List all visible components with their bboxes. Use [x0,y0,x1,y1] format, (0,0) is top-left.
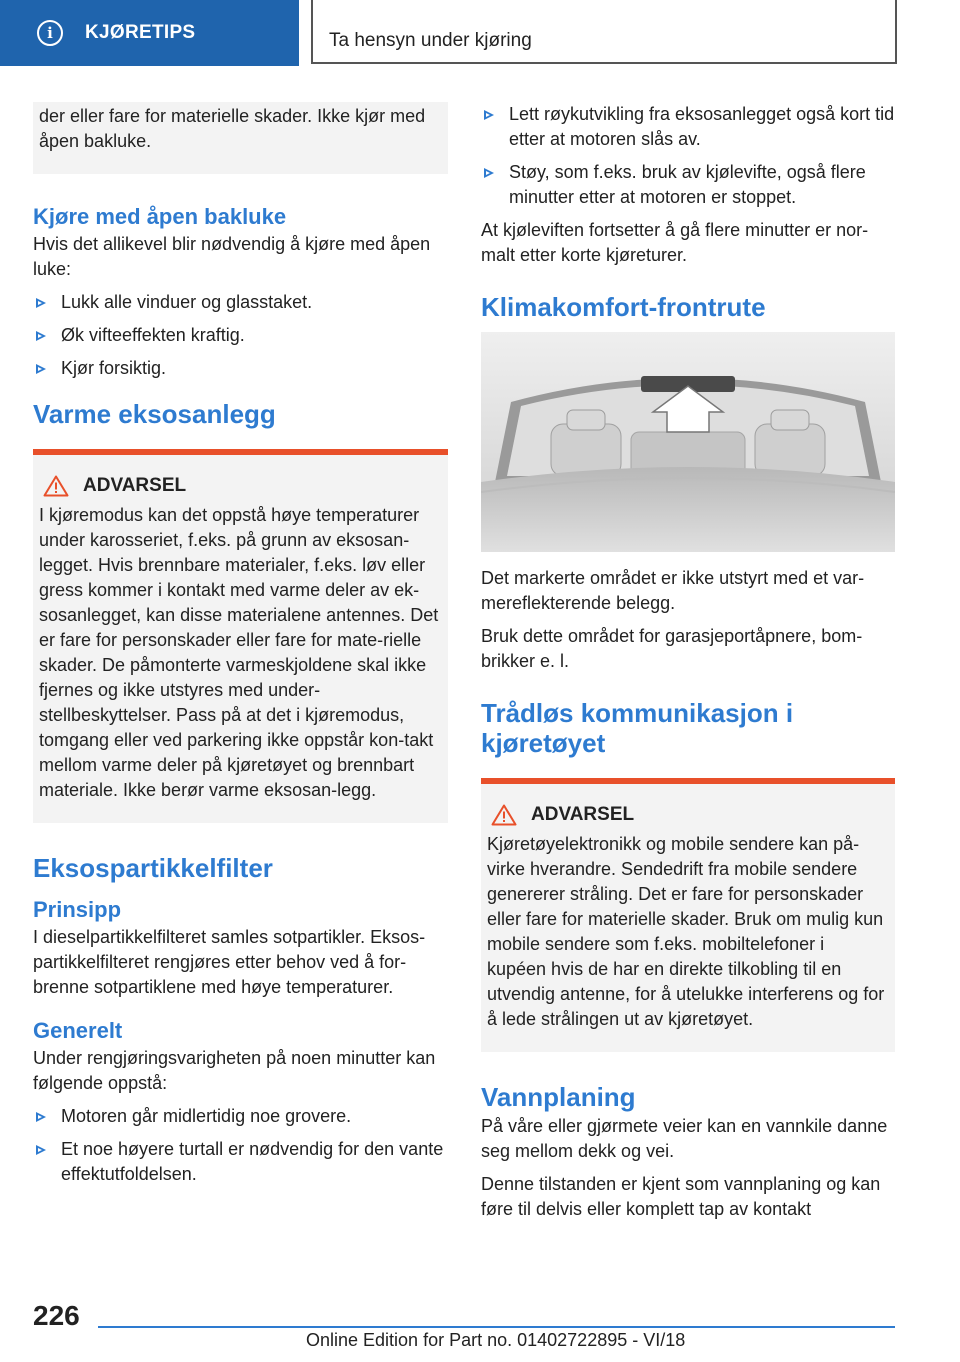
header-title-box [311,0,897,64]
list-item: Øk vifteeffekten kraftig. [33,323,448,348]
triangle-bullet-icon [36,1112,46,1122]
page-header [0,0,960,66]
general-list [33,1104,448,1187]
principle-text: I dieselpartikkelfilteret samles sotpartikler. Eksos-partikkelfilteret rengjøres etter behov ved å for-brenne sotpartiklene med høye temperaturer. [33,927,426,997]
warning-text: I kjøremodus kan det oppstå høye temperaturer under karosseriet, f.eks. på grunn av eksosan-legget. Hvis brennbare materialer, f.eks. løv eller gress kommer i kontakt med varme deler av ek-sosanlegget, kan disse materialene antennes. Det er fare for personskader eller fare for mate-rielle skader. De påmonterte varmeskjoldene skal ikke fjernes og ikke utstyres med under-stellbeskyttelser. Pass på at det i kjøremodus, tomgang eller ved parkering ikke oppstår kon-takt mellom varme deler på kjøretøyet og brennbart materiale. Ikke berør varme eksosan-legg. [39,505,439,800]
left-column [33,102,448,1195]
section-tab [0,0,299,66]
list-item: Kjør forsiktig. [33,356,448,381]
warning-text: Kjøretøyelektronikk og mobile sendere kan på-virke hverandre. Sendedrift fra mobile sendere genererer stråling. Det er fare for personskader eller fare for materielle skader. Bruk om mulig kun mobile sendere som f.eks. mobiltelefoner i kupéen hvis de har en direkte tilkobling til en utvendig antenne, for å utelukke interferens og for å lede strålingen ut av kjøretøyet. [487,834,885,1029]
windshield-caption-2: Bruk dette området for garasjeportåpnere, bom-brikker e. l. [481,626,863,671]
triangle-bullet-icon [484,110,494,120]
general-intro: Under rengjøringsvarigheten på noen minutter kan følgende oppstå: [33,1048,436,1093]
warning-box-exhaust [33,449,448,823]
section-label: KJØRETIPS [85,22,196,43]
heading-general: Generelt [33,1018,123,1043]
list-item: Lukk alle vinduer og glasstaket. [33,290,448,315]
triangle-bullet-icon [484,168,494,178]
warning-title: ADVARSEL [531,804,635,825]
continued-box [33,102,448,174]
heading-hot-exhaust: Varme eksosanlegg [33,399,276,429]
list-item: Lett røykutvikling fra eksosanlegget også kort tid etter at motoren slås av. [481,102,895,152]
page-footer [0,1290,960,1362]
triangle-bullet-icon [36,1145,46,1155]
continued-list [481,102,895,210]
warning-triangle-icon [491,804,517,826]
triangle-bullet-icon [36,331,46,341]
triangle-bullet-icon [36,364,46,374]
windshield-figure [481,332,895,552]
open-tailgate-list [33,290,448,381]
windshield-caption-1: Det markerte området er ikke utstyrt med et var-mereflekterende belegg. [481,568,865,613]
aquaplaning-text-1: På våre eller gjørmete veier kan en vannkile danne seg mellom dekk og vei. [481,1116,888,1161]
right-column [481,102,895,1230]
warning-triangle-icon [43,475,69,497]
warning-title: ADVARSEL [83,475,187,496]
page-number: 226 [33,1300,80,1331]
heading-wireless: Trådløs kommunikasjon i kjøretøyet [481,698,794,758]
footer-divider [98,1326,895,1328]
continued-text: der eller fare for materielle skader. Ikke kjør med åpen bakluke. [39,106,426,151]
info-icon: i [37,20,63,46]
open-tailgate-intro: Hvis det allikevel blir nødvendig å kjøre med åpen luke: [33,234,431,279]
aquaplaning-text-2: Denne tilstanden er kjent som vannplaning og kan føre til delvis eller komplett tap av kontakt [481,1174,881,1219]
heading-particle-filter: Eksospartikkelfilter [33,853,273,883]
list-item: Et noe høyere turtall er nødvendig for den vante effektutfoldelsen. [33,1137,448,1187]
heading-principle: Prinsipp [33,897,122,922]
list-item: Støy, som f.eks. bruk av kjølevifte, også flere minutter etter at motoren er stoppet. [481,160,895,210]
heading-open-tailgate: Kjøre med åpen bakluke [33,204,287,229]
heading-windshield: Klimakomfort-frontrute [481,292,766,322]
fan-note: At kjøleviften fortsetter å gå flere minutter er nor-malt etter korte kjøreturer. [481,220,869,265]
list-item: Motoren går midlertidig noe grovere. [33,1104,448,1129]
windshield-illustration [481,332,895,552]
heading-aquaplaning: Vannplaning [481,1082,636,1112]
edition-text: Online Edition for Part no. 01402722895 - VI/18 [306,1330,686,1350]
triangle-bullet-icon [36,298,46,308]
warning-box-wireless [481,778,895,1052]
page-title: Ta hensyn under kjøring [329,30,532,51]
